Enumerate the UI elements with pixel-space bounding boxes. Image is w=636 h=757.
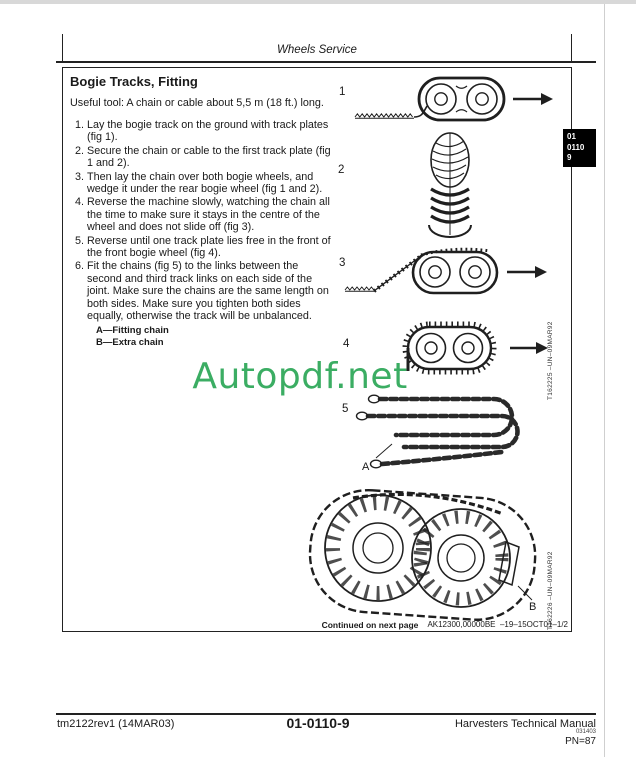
footer-page-number: PN=87	[565, 736, 596, 747]
track-climbing-icon	[345, 240, 550, 302]
figure-id-top: T162225 –UN–09MAR92	[547, 321, 554, 400]
intro-text: Useful tool: A chain or cable about 5,5 m (18 ft.) long.	[70, 97, 324, 109]
tab-line-2: 0110	[567, 142, 585, 152]
watermark: Autopdf.net	[192, 356, 408, 397]
figure-5-number: 5	[342, 403, 349, 415]
figure-2-number: 2	[338, 164, 345, 176]
procedure-steps	[70, 119, 332, 324]
figure-3-number: 3	[339, 257, 346, 269]
section-title: Bogie Tracks, Fitting	[70, 74, 198, 89]
bogie-track-ground-icon	[355, 73, 555, 131]
legend	[96, 325, 169, 348]
figure-1-number: 1	[339, 86, 346, 98]
figure-id-bottom: T162226 –UN–09MAR92	[547, 551, 554, 630]
header-rule	[56, 61, 596, 63]
footer-manual-name: Harvesters Technical Manual	[454, 718, 596, 730]
step-item: 2. Secure the chain or cable to the first track plate (fig 1 and 2).	[87, 145, 332, 170]
bogie-wheels-track-icon	[298, 486, 550, 628]
tab-line-3: 9	[567, 153, 572, 162]
tab-line-1: 01	[567, 132, 576, 141]
section-tab	[563, 129, 596, 167]
figure-3-illustration	[345, 240, 550, 302]
figure-1-illustration	[355, 73, 555, 131]
figure-2-illustration	[398, 131, 508, 239]
label-b: B	[529, 601, 537, 613]
track-wrapped-icon	[398, 318, 550, 378]
step-item: 1. Lay the bogie track on the ground with track plates (fig 1).	[87, 119, 332, 144]
footer-page-id: 01-0110-9	[286, 715, 350, 731]
wheel-chain-top-view-icon	[398, 131, 508, 239]
figure-6-illustration	[298, 486, 550, 628]
running-title: Wheels Service	[277, 44, 357, 56]
step-item: 6. Fit the chains (fig 5) to the links between the second and third track links on each side of the joint. Make sure the chains are the same length on both sides. Make sure you tighten both sides equally, otherwise the track will be unbalanced.	[87, 260, 332, 322]
footer-date-code: 031403	[575, 729, 596, 735]
figure-5-illustration	[352, 390, 550, 482]
page-top-edge	[0, 0, 636, 4]
label-a: A	[362, 461, 370, 473]
step-item: 3. Then lay the chain over both bogie wheels, and wedge it under the rear bogie wheel (fig 1 and 2).	[87, 171, 332, 196]
step-item: 5. Reverse until one track plate lies free in the front of the front bogie wheel (fig 4).	[87, 235, 332, 260]
document-code: AK12300,00000BE –19–15OCT01–1/2	[427, 620, 568, 629]
step-item: 4. Reverse the machine slowly, watching the chain all the time to make sure it stays in the centre of the wheel and does not slide off (fig 3).	[87, 196, 332, 233]
legend-item-a: A—Fitting chain	[96, 325, 169, 336]
arrow-right-icon	[510, 342, 548, 354]
figure-4-number: 4	[343, 338, 350, 350]
chains-icon	[352, 390, 550, 482]
arrow-right-icon	[507, 266, 547, 278]
page-right-edge	[604, 4, 605, 757]
arrow-right-icon	[513, 93, 553, 105]
continued-note: Continued on next page	[321, 620, 419, 630]
footer-manual-id: tm2122rev1 (14MAR03)	[57, 718, 175, 730]
legend-item-b: B—Extra chain	[96, 336, 164, 348]
figure-4-illustration	[398, 318, 550, 378]
